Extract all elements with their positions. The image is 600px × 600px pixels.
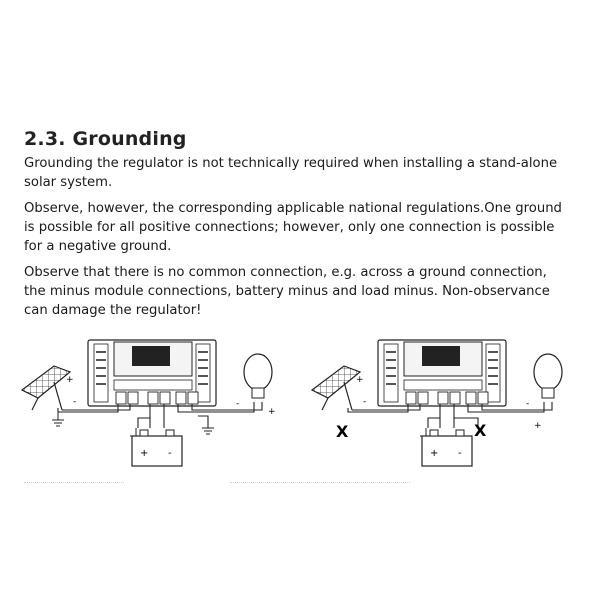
divider-left [24,482,124,483]
no-connection-mark: X [474,421,487,440]
load-minus-label: - [526,399,530,409]
load-plus-label: + [534,421,542,431]
diagram-incorrect-grounding [312,340,562,466]
battery-minus-label: - [168,448,172,459]
divider-mid [230,482,410,483]
light-bulb-icon [244,354,272,398]
solar-plus-label: + [66,375,74,385]
grounding-diagrams [18,332,584,482]
no-connection-mark: X [336,422,349,441]
load-plus-label: + [268,407,276,417]
solar-panel-icon [312,366,360,410]
solar-panel-icon [22,366,70,410]
charge-regulator-icon [378,340,506,406]
diagram-correct-grounding [22,340,276,466]
paragraph-1: Grounding the regulator is not technically required when installing a stand-alone solar system. [24,156,558,190]
load-minus-label: - [236,399,240,409]
solar-plus-label: + [356,375,364,385]
ground-symbol-icon [202,416,214,434]
paragraph-2: Observe, however, the corresponding applicable national regulations.One ground is possible for all positive connections; however, only one connection is possible for a negative ground. [24,201,562,254]
charge-regulator-icon [88,340,216,406]
battery-plus-label: + [430,448,439,459]
light-bulb-icon [534,354,562,398]
battery-minus-label: - [458,448,462,459]
document-body [24,128,564,327]
solar-minus-label: - [363,397,367,407]
section-title: 2.3. Grounding [24,128,187,150]
paragraph-3: Observe that there is no common connection, e.g. across a ground connection, the minus module connections, battery minus and load minus. Non-observance can damage the regulator! [24,265,550,318]
solar-minus-label: - [73,397,77,407]
battery-plus-label: + [140,448,149,459]
